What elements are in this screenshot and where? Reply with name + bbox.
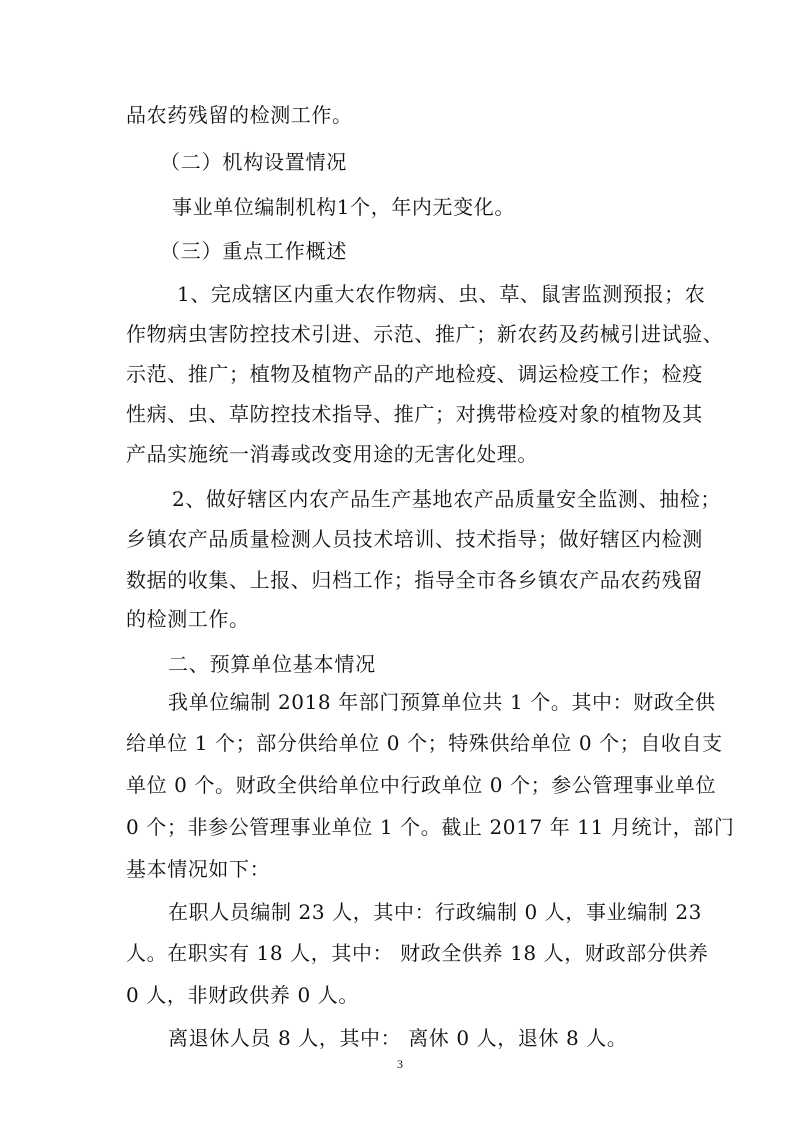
section-heading: 二、预算单位基本情况 xyxy=(168,652,376,676)
text-line: 我单位编制 2018 年部门预算单位共 1 个。其中：财政全供 xyxy=(168,690,716,714)
text-line: 乡镇农产品质量检测人员技术培训、技术指导；做好辖区内检测 xyxy=(126,527,703,551)
text-line: 单位 0 个。财政全供给单位中行政单位 0 个；参公管理事业单位 xyxy=(126,773,717,797)
text-line: 示范、推广；植物及植物产品的产地检疫、调运检疫工作；检疫 xyxy=(126,362,703,386)
text-line: 品农药残留的检测工作。 xyxy=(126,103,353,127)
text-line: 0 个；非参公管理事业单位 1 个。截止 2017 年 11 月统计，部门 xyxy=(126,815,735,839)
text-line: 在职人员编制 23 人，其中：行政编制 0 人，事业编制 23 xyxy=(168,900,703,924)
text-line: 的检测工作。 xyxy=(126,607,250,631)
text-line: 1、完成辖区内重大农作物病、虫、草、鼠害监测预报；农 xyxy=(177,282,706,306)
text-line: 数据的收集、上报、归档工作；指导全市各乡镇农产品农药残留 xyxy=(126,568,703,592)
text-line: 人。在职实有 18 人，其中： 财政全供养 18 人，财政部分供养 xyxy=(126,941,709,965)
text-line: 给单位 1 个；部分供给单位 0 个；特殊供给单位 0 个；自收自支 xyxy=(126,731,723,755)
text-line: 0 人，非财政供养 0 人。 xyxy=(126,983,359,1007)
text-line: 产品实施统一消毒或改变用途的无害化处理。 xyxy=(126,442,538,466)
text-line: 性病、虫、草防控技术指导、推广；对携带检疫对象的植物及其 xyxy=(126,402,703,426)
text-line: 作物病虫害防控技术引进、示范、推广；新农药及药械引进试验、 xyxy=(126,322,724,346)
section-heading: （三）重点工作概述 xyxy=(160,239,348,263)
text-line: 离退休人员 8 人，其中： 离休 0 人，退休 8 人。 xyxy=(168,1026,628,1050)
text-line: 2、做好辖区内农产品生产基地农产品质量安全监测、抽检； xyxy=(172,487,721,511)
text-line: 基本情况如下： xyxy=(126,857,271,881)
page-number: 3 xyxy=(397,1057,403,1071)
text-line: 事业单位编制机构1个，年内无变化。 xyxy=(172,195,515,219)
section-heading: （二）机构设置情况 xyxy=(160,150,348,174)
